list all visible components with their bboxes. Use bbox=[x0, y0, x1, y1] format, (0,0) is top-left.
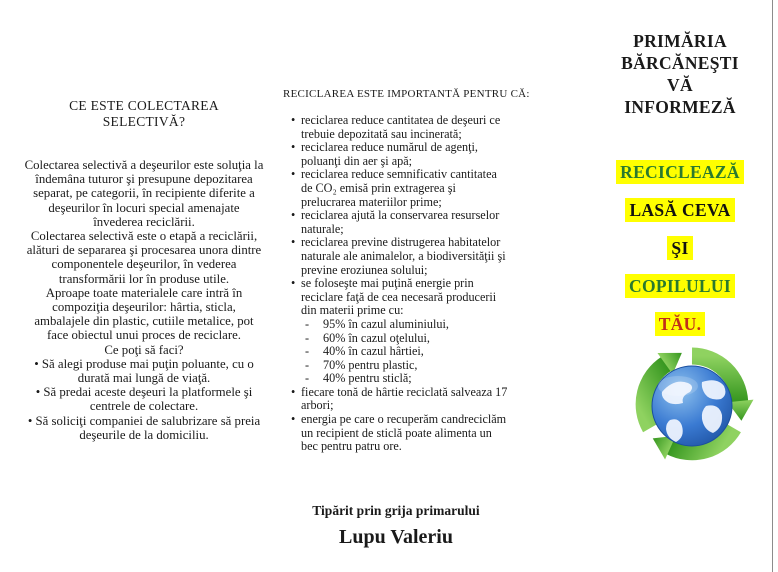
sub-list-item bbox=[283, 345, 509, 359]
reasons-list bbox=[283, 114, 509, 454]
list-item-text: reciclarea reduce numărul de agenţi, poluanţi din aer şi apă; bbox=[301, 140, 478, 168]
header-line: INFORMEZĂ bbox=[624, 97, 736, 117]
dash-marker: - bbox=[305, 316, 310, 331]
list-item-text: se foloseşte mai puţină energie prin reciclare faţă de cea necesară producerii din materii prime cu: bbox=[301, 276, 497, 318]
sub-list-item-text: 95% în cazul aluminiului, bbox=[323, 316, 449, 331]
middle-panel-heading: RECICLAREA ESTE IMPORTANTĂ PENTRU CĂ: bbox=[283, 88, 530, 100]
slogan-word: COPILULUI bbox=[625, 274, 735, 298]
list-item-text: energia pe care o recuperăm candreciclăm un recipient de sticlă poate alimenta un bec pentru patru ore. bbox=[301, 412, 507, 454]
left-panel-body bbox=[24, 158, 264, 442]
mayor-name: Lupu Valeriu bbox=[339, 526, 453, 548]
header-line: PRIMĂRIA bbox=[633, 31, 727, 51]
slogan-line bbox=[600, 198, 760, 222]
list-item bbox=[283, 413, 509, 454]
sub-list-item-text: 60% în cazul oţelului, bbox=[323, 330, 430, 345]
paragraph: Colectarea selectivă este o etapă a reciclării, alături de separarea şi procesarea unora dintre componentele deşeurilor, în vederea transformării lor în produse utile. bbox=[26, 229, 262, 286]
list-item bbox=[283, 277, 509, 318]
list-item-text: reciclarea ajută la conservarea resurselor naturale; bbox=[301, 208, 500, 236]
list-item-text: reciclarea reduce semnificativ cantitatea de CO₂ emisă prin extragerea şi prelucrarea materiilor prime; bbox=[301, 167, 497, 209]
right-panel-header bbox=[600, 30, 760, 118]
list-item-text: reciclarea previne distrugerea habitatelor naturale ale animalelor, a biodiversităţii şi previne eroziunea solului; bbox=[301, 235, 506, 277]
header-line: VĂ bbox=[667, 75, 693, 95]
left-panel-title bbox=[24, 98, 264, 130]
printed-note: Tipărit prin grija primarului bbox=[312, 503, 480, 518]
list-item bbox=[283, 141, 509, 168]
bullet-marker: • bbox=[291, 167, 296, 182]
slogan-line bbox=[600, 160, 760, 184]
slogan-word: ŞI bbox=[667, 236, 692, 260]
bullet-marker: • bbox=[291, 384, 296, 399]
list-item bbox=[283, 236, 509, 277]
recycle-globe-image bbox=[620, 340, 764, 468]
paragraph: Colectarea selectivă a deşeurilor este soluţia la îndemâna tuturor şi presupune depozitarea separat, pe categorii, în recipiente diferite a deşeurilor în locuri special amenajate învederea reciclării. bbox=[24, 158, 264, 229]
left-title-line: SELECTIVĂ? bbox=[102, 114, 186, 129]
slogan-word: LASĂ CEVA bbox=[625, 198, 734, 222]
header-line: BĂRCĂNEŞTI bbox=[621, 53, 739, 73]
right-panel bbox=[600, 30, 760, 350]
action-item: • Să alegi produse mai puţin poluante, cu o durată mai lungă de viaţă. bbox=[34, 356, 254, 386]
sub-list-item-text: 40% pentru sticlă; bbox=[323, 371, 412, 386]
list-item-text: reciclarea reduce cantitatea de deşeuri ce trebuie depozitată sau incinerată; bbox=[301, 113, 501, 141]
sub-list-item-text: 40% în cazul hârtiei, bbox=[323, 344, 424, 359]
action-item: • Să soliciţi companiei de salubrizare să preia deşeurile de la domiciliu. bbox=[27, 413, 261, 442]
slogan-line bbox=[600, 236, 760, 260]
sub-list-item bbox=[283, 318, 509, 332]
dash-marker: - bbox=[305, 344, 310, 359]
action-item: • Să predai aceste deşeuri la platformele şi centrele de colectare. bbox=[35, 385, 253, 414]
slogan bbox=[600, 160, 760, 336]
list-item bbox=[283, 168, 509, 209]
bullet-marker: • bbox=[291, 276, 296, 291]
dash-marker: - bbox=[305, 371, 310, 386]
left-panel bbox=[24, 98, 264, 442]
earth-globe bbox=[652, 366, 732, 446]
left-title-line: CE ESTE COLECTAREA bbox=[69, 98, 219, 113]
bullet-marker: • bbox=[291, 208, 296, 223]
sub-list-item bbox=[283, 359, 509, 373]
list-item-text: fiecare tonă de hârtie reciclată salveaza 17 arbori; bbox=[301, 384, 508, 413]
page-edge-line bbox=[772, 0, 773, 572]
bullet-marker: • bbox=[291, 140, 296, 155]
bullet-marker: • bbox=[291, 113, 296, 127]
slogan-line bbox=[600, 274, 760, 298]
paragraph: Aproape toate materialele care intră în compoziţia deşeurilor: hârtia, sticla, ambalajele din plastic, cutiile metalice, pot face obiectul unui proces de reciclare. bbox=[34, 285, 254, 343]
sub-list-item-text: 70% pentru plastic, bbox=[323, 357, 418, 372]
bullet-marker: • bbox=[291, 412, 296, 427]
slogan-line bbox=[600, 312, 760, 336]
sub-list-item bbox=[283, 372, 509, 386]
sub-list-item bbox=[283, 332, 509, 346]
bullet-marker: • bbox=[291, 235, 296, 250]
list-item bbox=[283, 114, 509, 141]
dash-marker: - bbox=[305, 357, 310, 372]
list-item bbox=[283, 386, 509, 413]
middle-panel bbox=[283, 84, 530, 454]
slogan-word: TĂU. bbox=[655, 312, 706, 336]
slogan-word: RECICLEAZĂ bbox=[616, 160, 744, 184]
list-item bbox=[283, 209, 509, 236]
dash-marker: - bbox=[305, 330, 310, 345]
question-line: Ce poţi să faci? bbox=[104, 342, 184, 357]
